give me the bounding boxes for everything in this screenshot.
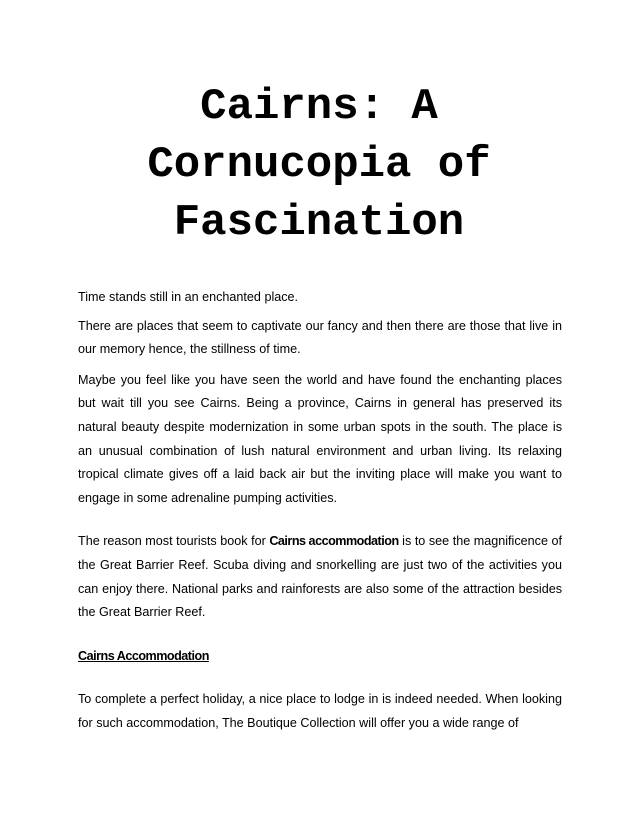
paragraph-reef-text-start: The reason most tourists book for — [78, 534, 270, 549]
document-title — [60, 78, 578, 252]
section-heading-paragraph — [78, 645, 562, 669]
cairns-accommodation-heading-link[interactable]: Cairns Accommodation — [78, 648, 209, 663]
paragraph-intro: Time stands still in an enchanted place. — [78, 290, 299, 304]
cairns-accommodation-link[interactable]: Cairns accommodation — [269, 534, 399, 549]
title-line-3: Fascination — [173, 198, 465, 248]
paragraph-holiday-lodging: To complete a perfect holiday, a nice place to lodge in is indeed needed. When looking for such accommodation, The Boutique Collection will offer you a wide range of — [78, 692, 562, 730]
paragraph-reef-text-end: is to see the magnificence of the Great Barrier Reef. Scuba diving and snorkelling are just two of the activities you can enjoy there. National parks and rainforests are also some of the attraction besides the Great Barrier Reef. — [78, 534, 562, 620]
paragraph-cairns-description: Maybe you feel like you have seen the world and have found the enchanting places but wait till you see Cairns. Being a province, Cairns in general has preserved its natural beauty despite modernization in some urban spots in the south. The place is an unusual combination of lush natural environment and urban living. Its relaxing tropical climate gives off a laid back air but the inviting place will make you want to engage in some adrenaline pumping activities. — [78, 372, 562, 505]
paragraph-great-barrier-reef — [78, 530, 562, 624]
title-line-2: Cornucopia of — [147, 140, 491, 190]
title-line-1: Cairns: A — [200, 82, 438, 132]
document-body — [78, 286, 562, 735]
paragraph-memory: There are places that seem to captivate our fancy and then there are those that live in our memory hence, the stillness of time. — [78, 318, 562, 357]
